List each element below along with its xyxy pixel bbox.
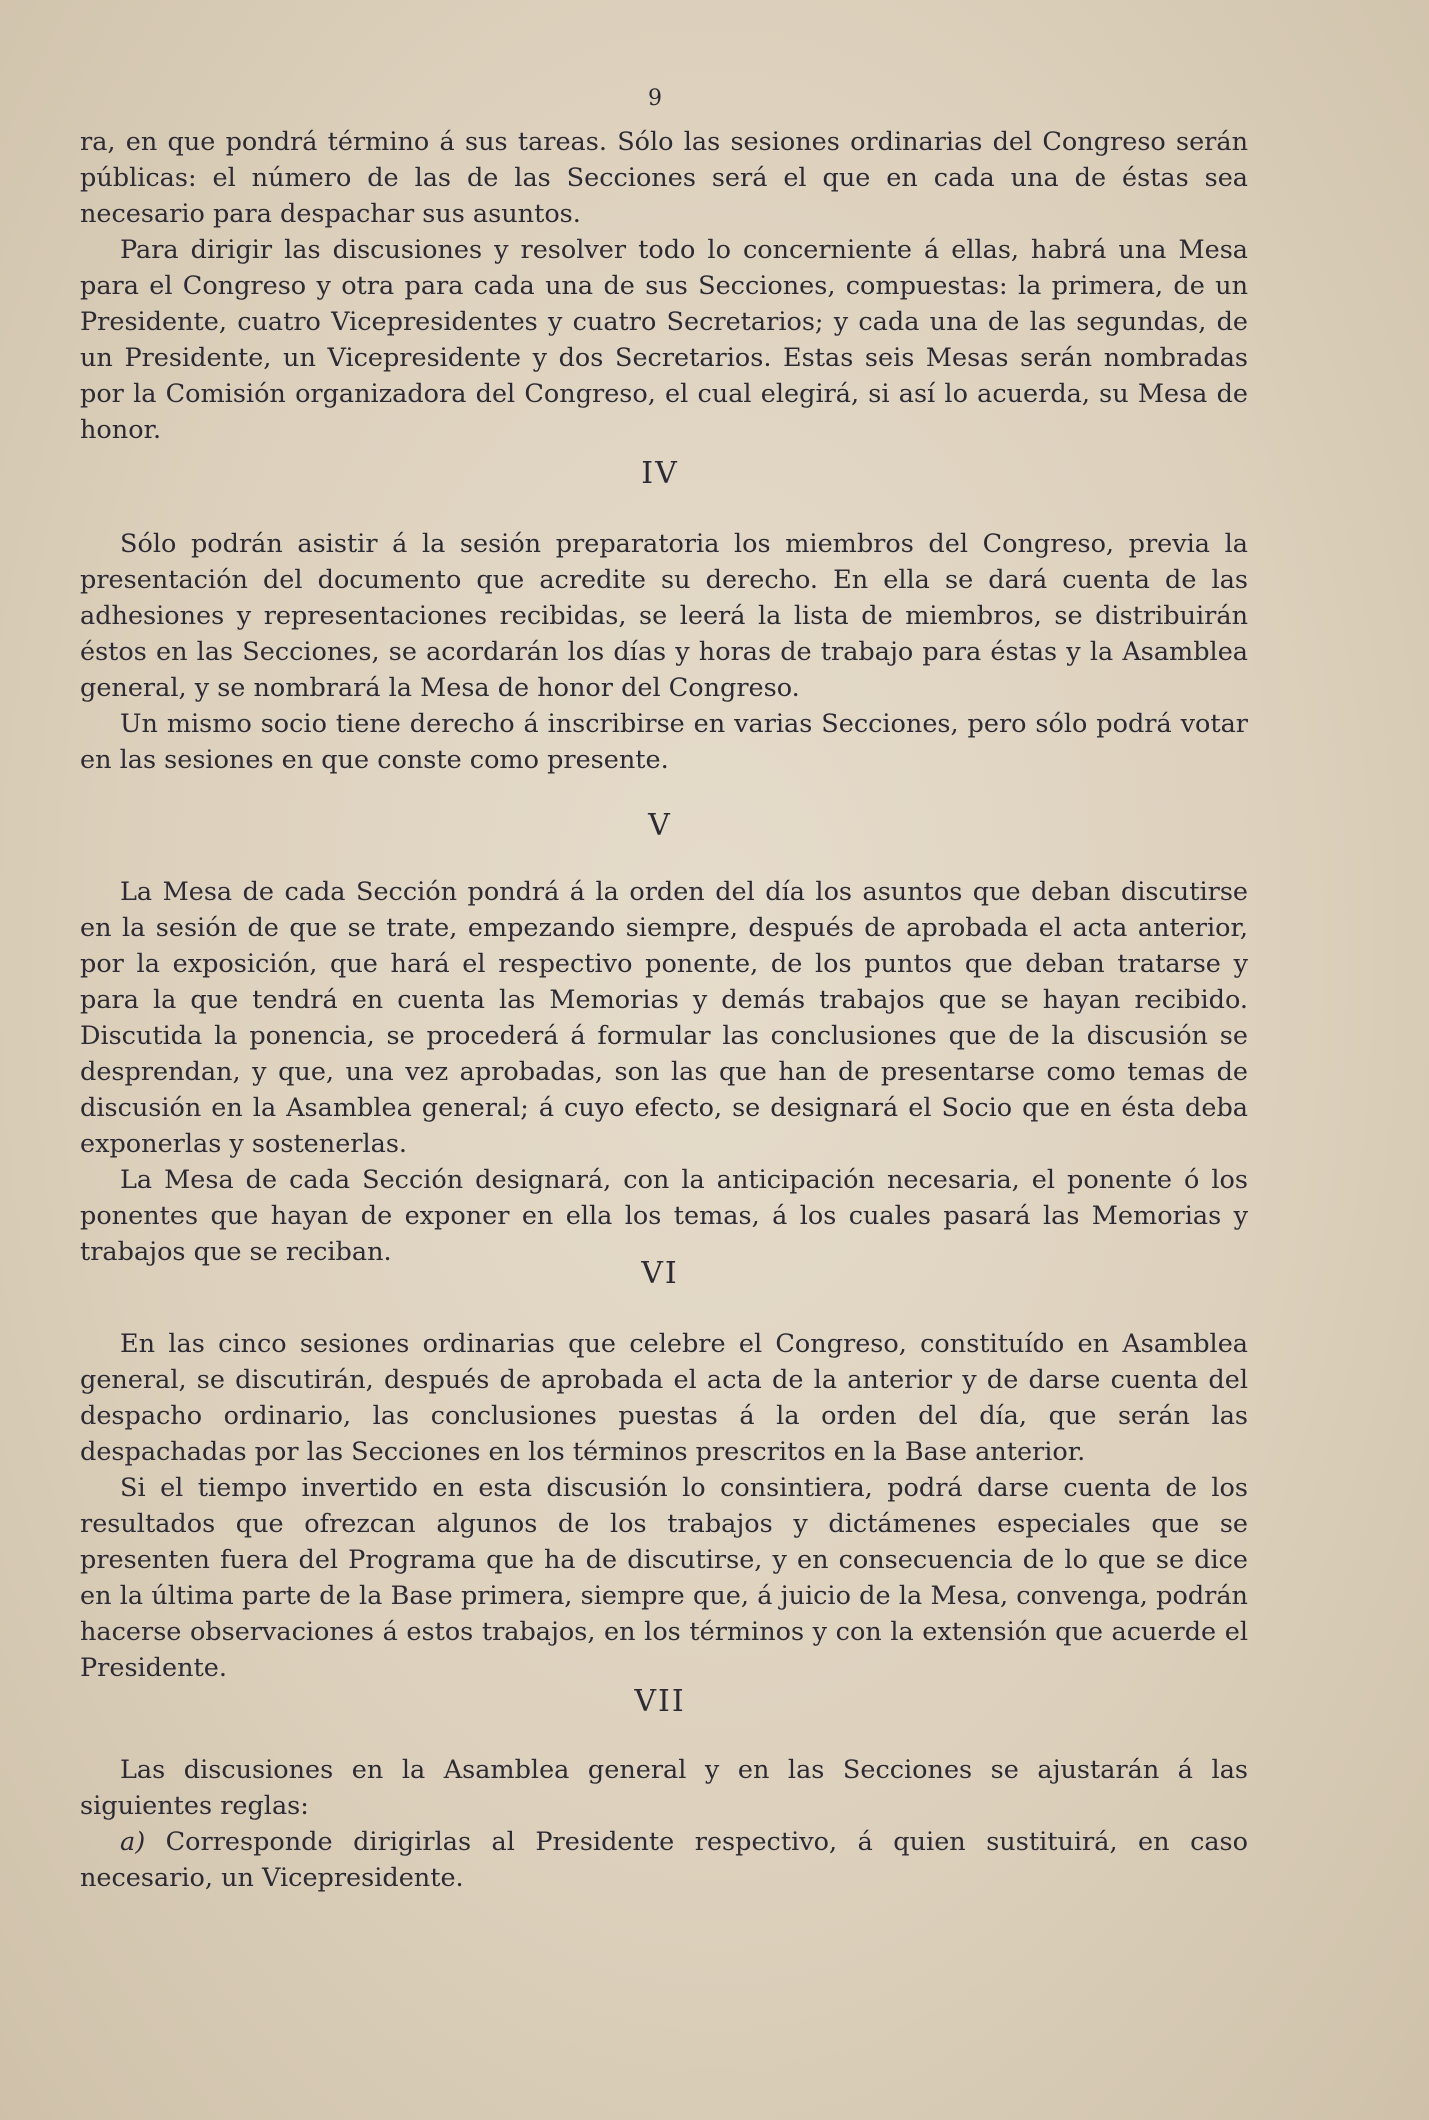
paragraph-mesas: Para dirigir las discusiones y resolver todo lo concerniente á ellas, habrá una Mesa para el Congreso y otra para cada una de sus Secciones, compuestas: la primera, de un Presidente, cuatro Vicepresidentes y cuatro Secretarios; y cada una de las segundas, de un Presidente, un Vicepresidente y dos Secretarios. Estas seis Mesas serán nombradas por la Comisión organizadora del Congreso, el cual elegirá, si así lo acuerda, su Mesa de honor. [80, 235, 1248, 445]
section-heading-vii: VII [634, 1684, 686, 1719]
intro-block [80, 124, 1248, 448]
section-v-paragraph-1: La Mesa de cada Sección pondrá á la orden del día los asuntos que deban discutirse en la sesión de que se trate, empezando siempre, después de aprobada el acta anterior, por la exposición, que hará el respectivo ponente, de los puntos que deban tratarse y para la que tendrá en cuenta las Memorias y demás trabajos que se hayan recibido. Discutida la ponencia, se procederá á formular las conclusiones que de la discusión se desprendan, y que, una vez aprobadas, son las que han de presentarse como temas de discusión en la Asamblea general; á cuyo efecto, se designará el Socio que en ésta deba exponerlas y sostenerlas. [80, 877, 1248, 1159]
section-vi-paragraph-1: En las cinco sesiones ordinarias que celebre el Congreso, constituído en Asamblea general, se discutirán, después de aprobada el acta de la anterior y de darse cuenta del despacho ordinario, las conclusiones puestas á la orden del día, que serán las despachadas por las Secciones en los términos prescritos en la Base anterior. [80, 1329, 1248, 1467]
item-a-text: Corresponde dirigirlas al Presidente respectivo, á quien sustituirá, en caso necesario, un Vicepresidente. [80, 1827, 1248, 1893]
item-a-label: a) [120, 1827, 146, 1857]
section-heading-v: V [648, 808, 672, 843]
section-v-paragraph-2: La Mesa de cada Sección designará, con la anticipación necesaria, el ponente ó los ponentes que hayan de exponer en ella los temas, á los cuales pasará las Memorias y trabajos que se reciban. [80, 1165, 1248, 1267]
section-heading-vi: VI [641, 1256, 679, 1291]
section-vi-paragraph-2: Si el tiempo invertido en esta discusión lo consintiera, podrá darse cuenta de los resultados que ofrezcan algunos de los trabajos y dictámenes especiales que se presenten fuera del Programa que ha de discutirse, y en consecuencia de lo que se dice en la última parte de la Base primera, siempre que, á juicio de la Mesa, convenga, podrán hacerse observaciones á estos trabajos, en los términos y con la extensión que acuerde el Presidente. [80, 1473, 1248, 1683]
section-vii-body [80, 1752, 1248, 1896]
section-heading-iv: IV [641, 456, 679, 491]
page-number: 9 [648, 86, 662, 111]
section-vi-body [80, 1326, 1248, 1686]
section-iv-body [80, 526, 1248, 778]
section-iv-paragraph-2: Un mismo socio tiene derecho á inscribirse en varias Secciones, pero sólo podrá votar en las sesiones en que conste como presente. [80, 709, 1248, 775]
section-v-body [80, 874, 1248, 1270]
paragraph-continuation: ra, en que pondrá término á sus tareas. Sólo las sesiones ordinarias del Congreso serán públicas: el número de las de las Secciones será el que en cada una de éstas sea necesario para despachar sus asuntos. [80, 127, 1248, 229]
section-iv-paragraph-1: Sólo podrán asistir á la sesión preparatoria los miembros del Congreso, previa la presentación del documento que acredite su derecho. En ella se dará cuenta de las adhesiones y representaciones recibidas, se leerá la lista de miembros, se distribuirán éstos en las Secciones, se acordarán los días y horas de trabajo para éstas y la Asamblea general, y se nombrará la Mesa de honor del Congreso. [80, 529, 1248, 703]
section-vii-paragraph-1: Las discusiones en la Asamblea general y en las Secciones se ajustarán á las siguientes reglas: [80, 1755, 1248, 1821]
section-vii-item-a [80, 1824, 1248, 1896]
